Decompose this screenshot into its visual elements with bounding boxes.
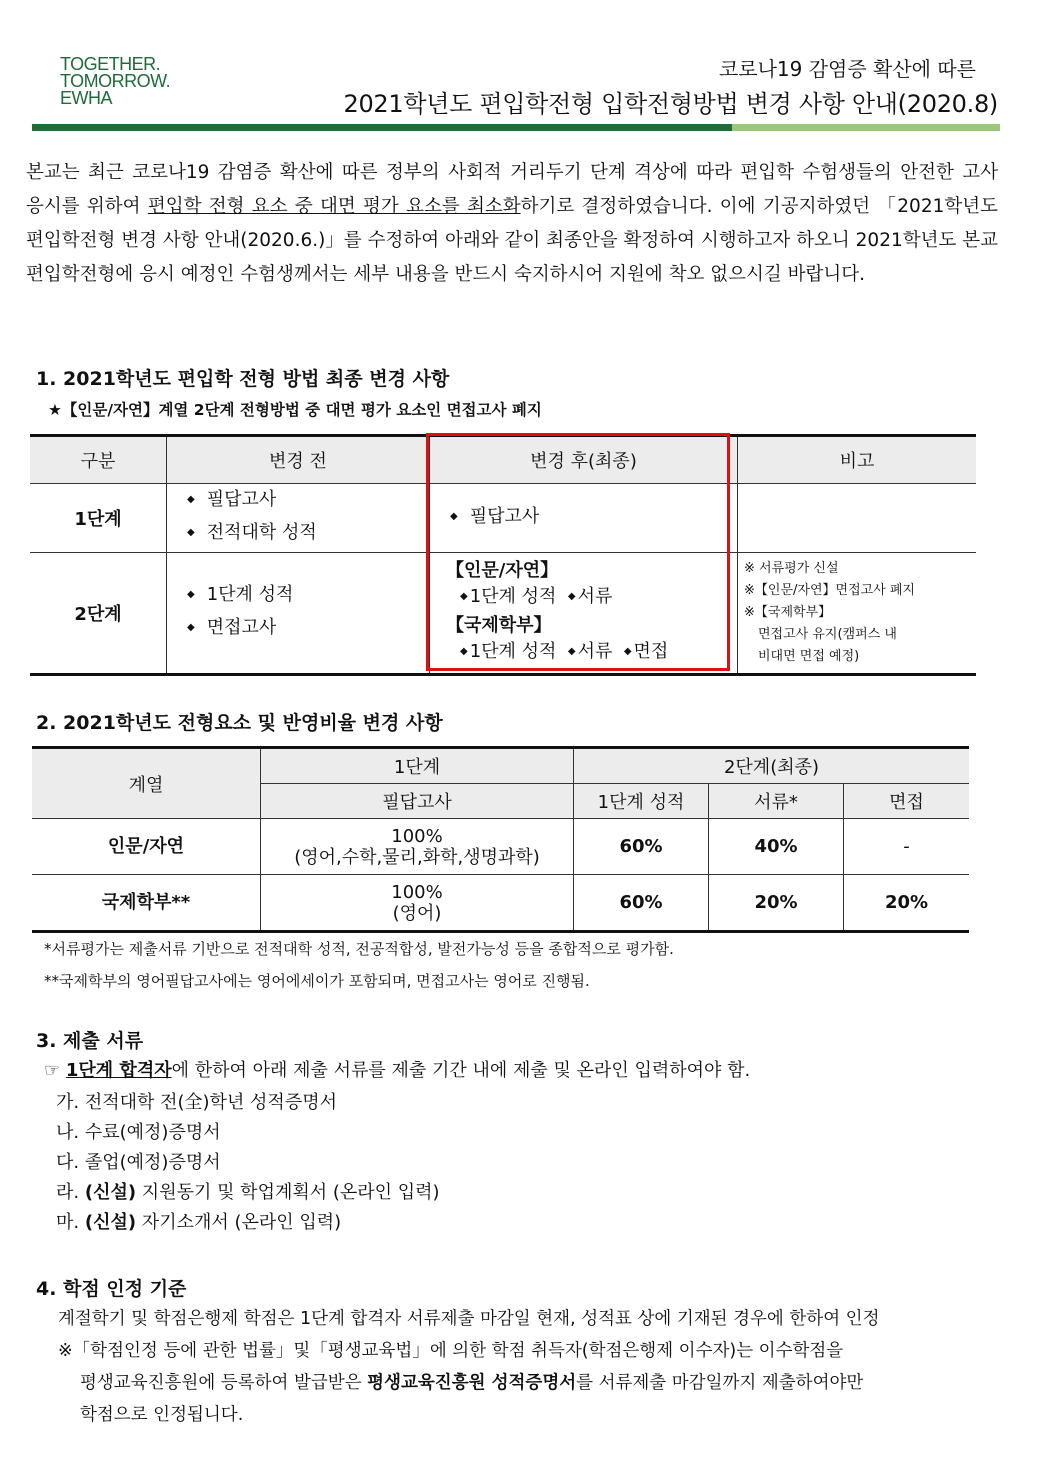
note-line: ※【인문/자연】면접고사 폐지 <box>744 583 915 598</box>
header-divider-dark <box>32 124 732 131</box>
section4-line3 <box>80 1368 863 1398</box>
col-interview: 면접 <box>844 784 970 819</box>
section3-intro-underlined: 1단계 합격자 <box>65 1060 172 1081</box>
after-group2-title: 【국제학부】 <box>446 615 552 636</box>
col-category: 구분 <box>30 436 167 484</box>
document-list <box>56 1088 440 1238</box>
intro-part2: 하기로 결정하였습니다. 이에 기공지하였던 「2021학년도 편입학전형 변경 사항 안내(2020.6.)」를 수정하여 아래와 같이 최종안을 확정하여 시행하고자 하오니 2021학년도 본교 편입학전형에 응시 예정인 수험생께서는 세부 내용을 반드시 숙지하시어 지원에 착오 없으시길 바랍니다. <box>26 196 998 285</box>
list-item <box>56 1148 440 1178</box>
list-text: 자기소개서 (온라인 입력) <box>136 1212 342 1233</box>
section4-line4: 학점으로 인정됩니다. <box>80 1405 244 1425</box>
col-written: 필답고사 <box>261 784 574 819</box>
list-text: 졸업(예정)증명서 <box>84 1152 221 1173</box>
col-note: 비고 <box>738 436 977 484</box>
note-line: 면접고사 유지(캠퍼스 내 <box>758 627 897 642</box>
page-title: 2021학년도 편입학전형 입학전형방법 변경 사항 안내(2020.8) <box>343 90 998 118</box>
list-item: ◆ 1단계 성적 <box>187 580 428 613</box>
intro-underlined: 편입학 전형 요소 중 대면 평가 요소를 최소화 <box>147 196 521 217</box>
list-marker: 가. <box>56 1092 85 1113</box>
list-bold: (신설) <box>84 1212 137 1233</box>
col-after: 변경 후(최종) <box>430 436 738 484</box>
table-row <box>32 875 969 932</box>
row1-note <box>738 484 977 553</box>
list-marker: 나. <box>56 1122 85 1143</box>
list-item: ◆ 면접고사 <box>187 613 428 646</box>
list-item: ◆ 전적대학 성적 <box>187 518 428 551</box>
section2-heading: 2. 2021학년도 전형요소 및 반영비율 변경 사항 <box>36 712 443 734</box>
written-sub: (영어) <box>392 902 442 924</box>
section3-intro <box>44 1056 750 1086</box>
section1-star-note: ★【인문/자연】계열 2단계 전형방법 중 대면 평가 요소인 면접고사 폐지 <box>48 401 542 419</box>
line3-part-a: 평생교육진흥원에 등록하여 발급받은 <box>80 1373 368 1393</box>
col-group: 계열 <box>32 748 261 819</box>
list-text: 수료(예정)증명서 <box>84 1122 221 1143</box>
col-docs: 서류* <box>709 784 844 819</box>
note-line: 비대면 면접 예정) <box>758 649 860 664</box>
docs-value: 40% <box>709 819 844 875</box>
list-item: ◆ 서류 <box>568 641 612 662</box>
section1-heading: 1. 2021학년도 편입학 전형 방법 최종 변경 사항 <box>36 368 450 390</box>
logo-line-3: EWHA <box>60 88 112 108</box>
footnote-2: **국제학부의 영어필답고사에는 영어에세이가 포함되며, 면접고사는 영어로 진행됨. <box>44 972 590 990</box>
footnote-1: *서류평가는 제출서류 기반으로 전적대학 성적, 전공적합성, 발전가능성 등을 종합적으로 평가함. <box>44 940 674 958</box>
section4-line1: 계절학기 및 학점은행제 학점은 1단계 합격자 서류제출 마감일 현재, 성적표 상에 기재된 경우에 한하여 인정 <box>58 1309 880 1329</box>
interview-value: - <box>844 819 970 875</box>
written-cell <box>261 875 574 932</box>
list-item: ◆ 필답고사 <box>187 485 428 518</box>
list-item: ◆ 1단계 성적 <box>460 586 556 607</box>
section4-heading: 4. 학점 인정 기준 <box>36 1278 187 1300</box>
pointing-hand-icon: ☞ <box>44 1060 66 1081</box>
list-item <box>56 1088 440 1118</box>
intro-part1: 본교는 최근 코로나19 감염증 확산에 따른 정부의 사회적 거리두기 단계 격상에 따라 편입학 수험생들의 안전한 고사 응시를 위하여 <box>26 162 998 217</box>
section3-intro-rest: 에 한하여 아래 제출 서류를 제출 기간 내에 제출 및 온라인 입력하여야 함. <box>171 1060 751 1081</box>
row2-notes <box>738 553 977 675</box>
written-sub: (영어,수학,물리,화학,생명과학) <box>294 846 540 868</box>
after-group1-title: 【인문/자연】 <box>446 560 559 581</box>
final-change-highlight <box>426 433 730 671</box>
note-line: ※ 서류평가 신설 <box>744 561 839 576</box>
header-divider-light <box>732 124 1000 131</box>
list-item: ◆ 서류 <box>568 586 612 607</box>
list-item: ◆ 1단계 성적 <box>460 641 556 662</box>
table-row <box>32 819 969 875</box>
section3-heading: 3. 제출 서류 <box>36 1030 144 1052</box>
stage1-value: 60% <box>574 875 709 932</box>
written-pct: 100% <box>391 825 443 847</box>
list-marker: 다. <box>56 1152 85 1173</box>
col-before: 변경 전 <box>167 436 430 484</box>
list-bold: (신설) <box>84 1182 137 1203</box>
col-stage1-score: 1단계 성적 <box>574 784 709 819</box>
group-name: 국제학부** <box>32 875 261 932</box>
written-pct: 100% <box>391 881 443 903</box>
ratio-table-header <box>32 748 969 784</box>
col-stage1: 1단계 <box>261 748 574 784</box>
row1-label: 1단계 <box>30 484 167 553</box>
list-item <box>56 1118 440 1148</box>
list-item <box>56 1208 440 1238</box>
note-line: ※【국제학부】 <box>744 605 832 620</box>
logo-line-1: TOGETHER. <box>60 54 161 74</box>
list-marker: 마. <box>56 1212 85 1233</box>
list-item: ◆ 필답고사 <box>450 502 736 535</box>
list-item <box>56 1178 440 1208</box>
list-text: 전적대학 전(全)학년 성적증명서 <box>84 1092 337 1113</box>
intro-paragraph <box>26 156 998 292</box>
header-subtitle: 코로나19 감염증 확산에 따른 <box>718 57 976 81</box>
ratio-table <box>32 746 969 933</box>
col-stage2: 2단계(최종) <box>574 748 970 784</box>
line3-bold: 평생교육진흥원 성적증명서 <box>367 1373 577 1393</box>
row1-before <box>167 484 430 553</box>
stage1-value: 60% <box>574 819 709 875</box>
interview-value: 20% <box>844 875 970 932</box>
section4-line2: ※「학점인정 등에 관한 법률」및「평생교육법」에 의한 학점 취득자(학점은행제 이수자)는 이수학점을 <box>58 1341 844 1361</box>
list-item: ◆ 면접 <box>624 641 668 662</box>
list-text: 지원동기 및 학업계획서 (온라인 입력) <box>136 1182 440 1203</box>
row2-label: 2단계 <box>30 553 167 675</box>
ewha-logo <box>60 56 170 107</box>
group-name: 인문/자연 <box>32 819 261 875</box>
docs-value: 20% <box>709 875 844 932</box>
written-cell <box>261 819 574 875</box>
line3-part-b: 를 서류제출 마감일까지 제출하여야만 <box>576 1373 864 1393</box>
logo-line-2: TOMORROW. <box>60 71 171 91</box>
row2-before <box>167 553 430 675</box>
list-marker: 라. <box>56 1182 85 1203</box>
